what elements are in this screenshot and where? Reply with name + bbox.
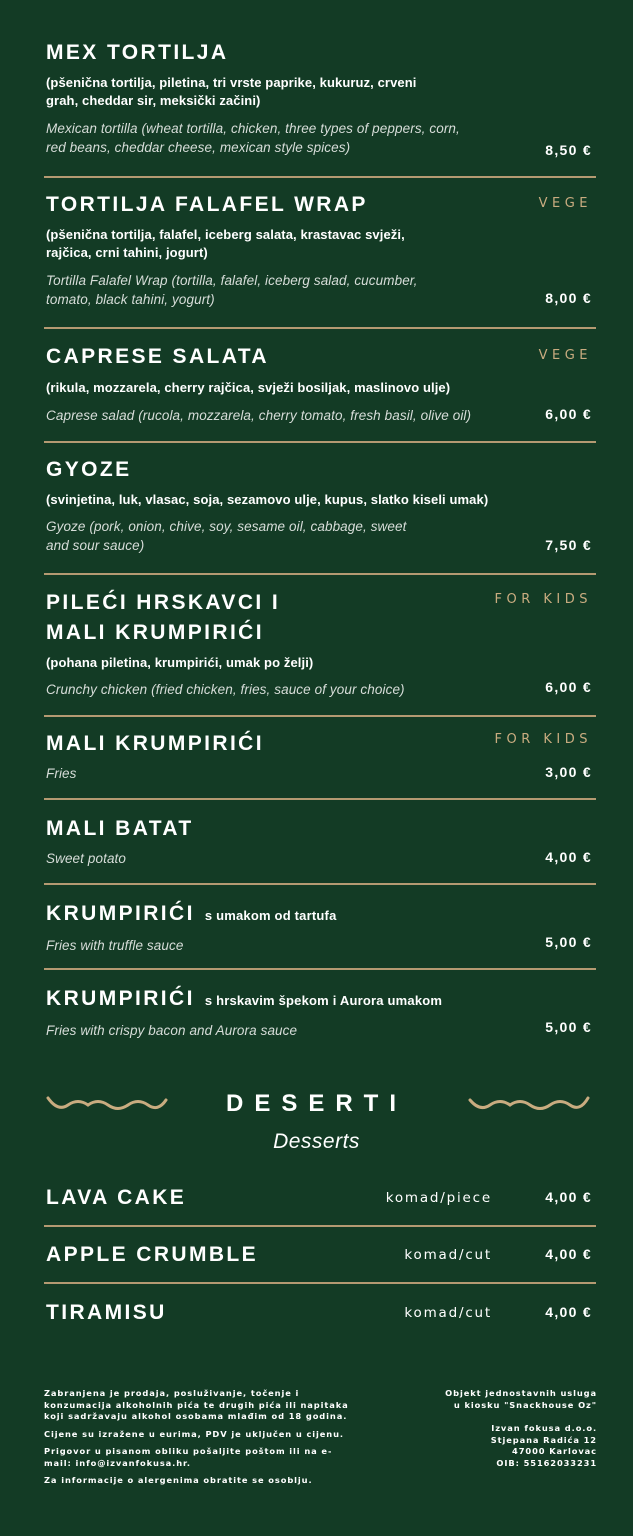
item-name-main: KRUMPIRIĆI (46, 987, 195, 1010)
item-description-hr: (pšenična tortilja, falafel, iceberg salata, krastavac svježi, rajčica, crni tahini, jogurt) (46, 227, 405, 260)
company-oib: OIB: 55162033231 (496, 1457, 597, 1468)
divider (44, 441, 596, 443)
divider (44, 1282, 596, 1284)
dessert-price: 4,00 € (545, 1304, 592, 1320)
item-name: MEX TORTILJA (46, 41, 229, 64)
company-name: Izvan fokusa d.o.o. (491, 1423, 597, 1433)
footer-company-address (437, 1423, 597, 1469)
item-name-line-2: MALI KRUMPIRIĆI (46, 621, 264, 644)
company-city: 47000 Karlovac (512, 1446, 597, 1456)
item-price: 5,00 € (545, 1019, 592, 1035)
item-price: 3,00 € (545, 764, 592, 780)
footer-legal-notes (44, 1388, 354, 1493)
item-price: 6,00 € (545, 406, 592, 422)
menu-item-krumpirici-tartuf (46, 899, 596, 955)
menu-item-mali-batat (46, 814, 596, 868)
divider (44, 715, 596, 717)
divider (44, 327, 596, 329)
item-description-en: Fries with truffle sauce (46, 938, 184, 953)
item-description-en: Fries with crispy bacon and Aurora sauce (46, 1023, 298, 1038)
item-description-en: Fries (46, 766, 77, 781)
menu-item-krumpirici-spek (46, 984, 596, 1040)
dessert-apple-crumble (46, 1240, 596, 1270)
dessert-tiramisu (46, 1298, 596, 1328)
wave-ornament-right (468, 1094, 590, 1116)
item-description-en: Gyoze (pork, onion, chive, soy, sesame oil, cabbage, sweet and sour sauce) (46, 519, 407, 553)
item-price: 8,50 € (545, 142, 592, 158)
item-name (46, 984, 596, 1016)
item-description-hr: (pšenična tortilja, piletina, tri vrste paprike, kukuruz, crveni grah, cheddar sir, meksički začini) (46, 75, 417, 108)
footer-complaint-notice: Prigovor u pisanom obliku pošaljite poštom ili na e-mail: info@izvanfokusa.hr. (44, 1446, 333, 1468)
desserts-subtitle: Desserts (273, 1130, 360, 1153)
item-description-hr: (pohana piletina, krumpirići, umak po želji) (46, 655, 314, 670)
menu-item-mex-tortilja (46, 38, 596, 157)
item-description-en: Sweet potato (46, 851, 127, 866)
dessert-unit: komad/piece (385, 1190, 492, 1206)
item-price: 4,00 € (545, 849, 592, 865)
company-street: Stjepana Radića 12 (490, 1434, 597, 1445)
item-name-suffix: s hrskavim špekom i Aurora umakom (204, 993, 443, 1008)
divider (44, 573, 596, 575)
divider (44, 176, 596, 178)
item-description-en: Mexican tortilla (wheat tortilla, chicken, three types of peppers, corn, red beans, cheddar cheese, mexican style spices) (46, 121, 460, 155)
item-name-main: KRUMPIRIĆI (46, 902, 195, 925)
menu-item-tortilja-falafel-wrap (46, 190, 596, 309)
divider (44, 798, 596, 800)
item-description-hr: (rikula, mozzarela, cherry rajčica, svježi bosiljak, maslinovo ulje) (46, 380, 451, 395)
dessert-name: TIRAMISU (46, 1301, 167, 1324)
footer-price-notice: Cijene su izražene u eurima, PDV je uključen u cijenu. (44, 1428, 344, 1439)
vege-tag: VEGE (538, 348, 592, 363)
footer-company-info (437, 1388, 597, 1469)
divider (44, 968, 596, 970)
dessert-price: 4,00 € (545, 1246, 592, 1262)
divider (44, 883, 596, 885)
item-description-en: Caprese salad (rucola, mozzarela, cherry tomato, fresh basil, olive oil) (46, 408, 472, 423)
item-name: MALI BATAT (46, 817, 194, 840)
item-description-en: Crunchy chicken (fried chicken, fries, sauce of your choice) (46, 682, 405, 697)
item-name (46, 899, 596, 931)
footer-alcohol-notice: Zabranjena je prodaja, posluživanje, točenje i konzumacija alkoholnih pića te drugih pića ili napitaka koji sadržavaju alkohol osobama mlađim od 18 godina. (44, 1388, 349, 1421)
footer-kiosk-info: Objekt jednostavnih usluga u kiosku "Snackhouse Oz" (445, 1388, 597, 1410)
dessert-name: APPLE CRUMBLE (46, 1243, 259, 1266)
dessert-unit: komad/cut (404, 1247, 492, 1263)
dessert-price: 4,00 € (545, 1189, 592, 1205)
item-price: 8,00 € (545, 290, 592, 306)
menu-item-gyoze (46, 455, 596, 555)
menu-item-caprese-salata (46, 342, 596, 425)
vege-tag: VEGE (538, 196, 592, 211)
menu-item-pileci-hrskavci (46, 588, 596, 699)
dessert-name: LAVA CAKE (46, 1186, 187, 1209)
item-price: 7,50 € (545, 537, 592, 553)
dessert-unit: komad/cut (404, 1305, 492, 1321)
item-name: TORTILJA FALAFEL WRAP (46, 193, 368, 216)
footer-allergen-notice: Za informacije o alergenima obratite se osoblju. (44, 1475, 313, 1485)
item-name-line-1: PILEĆI HRSKAVCI I (46, 591, 281, 614)
item-description-en: Tortilla Falafel Wrap (tortilla, falafel, iceberg salad, cucumber, tomato, black tahini, yogurt) (46, 273, 418, 307)
dessert-lava-cake (46, 1183, 596, 1213)
item-name: MALI KRUMPIRIĆI (46, 732, 264, 755)
item-name-suffix: s umakom od tartufa (204, 908, 337, 923)
divider (44, 1225, 596, 1227)
desserts-title: DESERTI (225, 1090, 407, 1117)
item-price: 6,00 € (545, 679, 592, 695)
for-kids-tag: FOR KIDS (494, 592, 592, 607)
item-name: CAPRESE SALATA (46, 345, 269, 368)
menu-item-mali-krumpirici (46, 729, 596, 783)
for-kids-tag: FOR KIDS (494, 732, 592, 747)
item-description-hr: (svinjetina, luk, vlasac, soja, sezamovo ulje, kupus, slatko kiseli umak) (46, 492, 489, 507)
item-price: 5,00 € (545, 934, 592, 950)
item-name: GYOZE (46, 458, 132, 481)
